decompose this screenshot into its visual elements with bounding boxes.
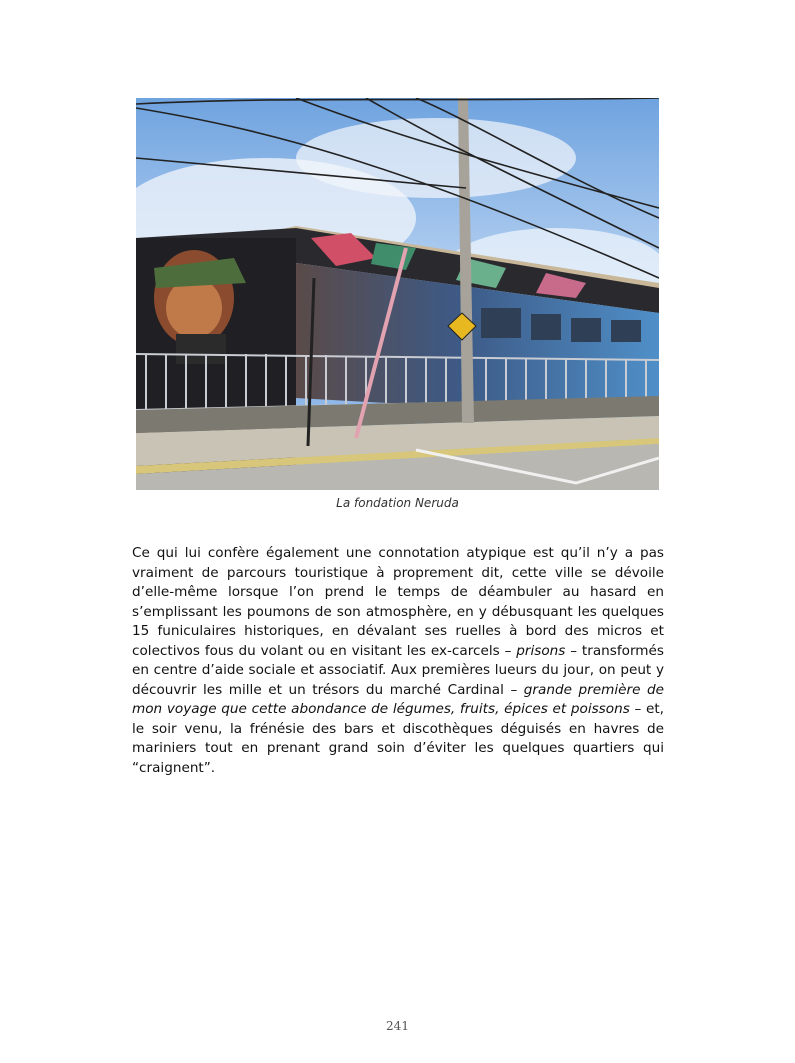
page-number: 241 <box>386 1019 409 1033</box>
paragraph-italic-prisons: prisons <box>516 642 566 659</box>
paragraph-text-1: Ce qui lui confère également une connotation atypique est qu’il n’y a pas vraiment de parcours touristique à proprement dit, cette ville se dévoile d’elle-même lorsque l’on prend le temps de déambuler au hasard en s’emplissant les poumons de son atmosphère, en y débusquant les quelques 15 funiculaires historiques, en dévalant ses ruelles à bord des micros et colectivos fous du volant ou en visitant les ex-carcels – <box>132 545 664 659</box>
figure-caption: La fondation Neruda <box>336 496 459 510</box>
paragraph-italic-market: grande première de mon voyage que cette abondance de légumes, fruits, épices et poissons <box>132 681 664 717</box>
street-mural-photo <box>136 98 659 490</box>
body-paragraph <box>132 544 664 778</box>
paragraph-text-2: – transformés en centre d’aide sociale et associatif. Aux premières lueurs du jour, on peut y découvrir les mille et un trésors du marché Cardinal – <box>132 642 664 698</box>
paragraph-text-3: – et, le soir venu, la frénésie des bars et discothèques déguisés en havres de mariniers tout en prenant grand soin d’éviter les quelques quartiers qui “craignent”. <box>132 701 664 776</box>
